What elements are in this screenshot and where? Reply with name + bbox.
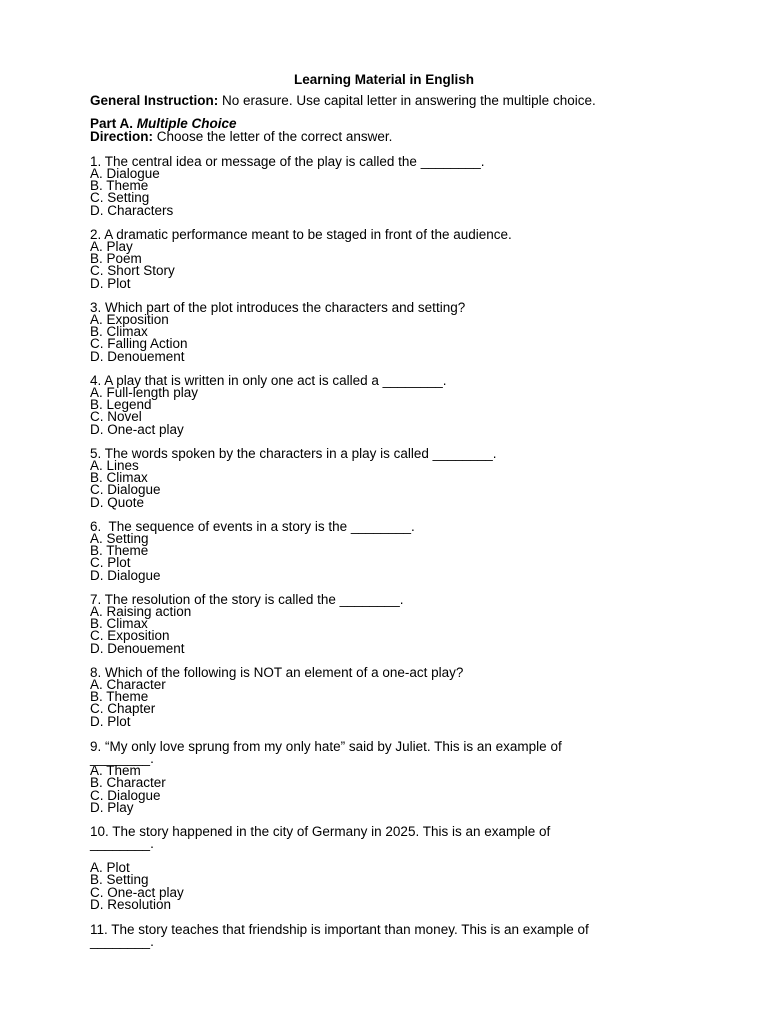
question-2 <box>90 228 512 290</box>
answer-option: B. Climax <box>90 324 148 340</box>
question-stem: 4. A play that is written in only one act is called a ________. <box>90 373 447 388</box>
answer-option: B. Climax <box>90 470 148 486</box>
question-11 <box>90 923 589 948</box>
answer-option: A. Exposition <box>90 312 169 327</box>
question-stem: 6. The sequence of events in a story is the ________. <box>90 519 415 534</box>
answer-option: A. Raising action <box>90 604 192 619</box>
question-stem: 8. Which of the following is NOT an element of a one-act play? <box>90 665 464 680</box>
answer-option: D. Resolution <box>90 896 172 912</box>
answer-option: B. Character <box>90 775 166 791</box>
answer-option: D. Denouement <box>90 348 185 364</box>
answer-option: B. Theme <box>90 543 149 559</box>
general-instruction-label: General Instruction: <box>90 93 219 108</box>
question-stem: 9. “My only love sprung from my only hate” said by Juliet. This is an example of <box>90 739 562 754</box>
question-1 <box>90 155 485 217</box>
answer-option: C. Dialogue <box>90 787 161 803</box>
answer-option: A. Dialogue <box>90 166 160 181</box>
answer-option: A. Lines <box>90 458 139 473</box>
answer-option: D. Plot <box>90 713 131 729</box>
answer-option: B. Poem <box>90 251 142 267</box>
answer-option: B. Theme <box>90 178 149 194</box>
answer-option: A. Them <box>90 763 141 779</box>
answer-option: B. Setting <box>90 872 149 888</box>
part-a-header <box>90 117 392 143</box>
question-stem: 10. The story happened in the city of Germany in 2025. This is an example of <box>90 824 551 839</box>
answer-option: A. Setting <box>90 531 149 546</box>
answer-option: D. Characters <box>90 202 174 218</box>
answer-option: A. Play <box>90 239 133 254</box>
question-stem: 11. The story teaches that friendship is important than money. This is an example of <box>90 922 589 937</box>
general-instruction <box>90 93 596 109</box>
answer-option: B. Theme <box>90 689 149 705</box>
answer-option: A. Character <box>90 677 166 692</box>
question-stem: 3. Which part of the plot introduces the characters and setting? <box>90 300 466 315</box>
answer-option: C. Chapter <box>90 701 156 717</box>
answer-option: C. Setting <box>90 190 150 206</box>
answer-option: B. Legend <box>90 397 152 413</box>
general-instruction-text: No erasure. Use capital letter in answering the multiple choice. <box>218 93 596 108</box>
question-stem: 1. The central idea or message of the play is called the ________. <box>90 154 485 169</box>
answer-option: A. Plot <box>90 860 130 876</box>
answer-option: B. Climax <box>90 616 148 632</box>
question-stem: 7. The resolution of the story is called the ________. <box>90 592 404 607</box>
answer-option: C. One-act play <box>90 884 184 900</box>
direction-label: Direction: <box>90 129 154 144</box>
spacer <box>90 850 550 862</box>
answer-option: D. One-act play <box>90 421 184 437</box>
page-title: Learning Material in English <box>293 72 475 87</box>
question-6 <box>90 520 415 582</box>
question-4 <box>90 374 446 436</box>
answer-blank: ________. <box>90 751 154 766</box>
answer-option: D. Dialogue <box>90 567 161 583</box>
answer-option: D. Play <box>90 799 134 815</box>
question-7 <box>90 593 403 655</box>
answer-option: C. Short Story <box>90 263 175 279</box>
question-stem: 5. The words spoken by the characters in a play is called ________. <box>90 446 497 461</box>
answer-option: C. Falling Action <box>90 336 188 352</box>
answer-option: D. Denouement <box>90 640 185 656</box>
answer-option: D. Quote <box>90 494 145 510</box>
answer-option: C. Exposition <box>90 628 170 644</box>
question-5 <box>90 447 497 509</box>
question-8 <box>90 666 463 728</box>
question-3 <box>90 301 465 363</box>
answer-blank: ________. <box>90 836 154 851</box>
question-stem: 2. A dramatic performance meant to be staged in front of the audience. <box>90 227 512 242</box>
answer-option: C. Dialogue <box>90 482 161 498</box>
question-9 <box>90 740 562 814</box>
answer-option: D. Plot <box>90 275 131 291</box>
question-10 <box>90 825 550 911</box>
answer-option: C. Plot <box>90 555 131 571</box>
answer-blank: ________. <box>90 934 154 949</box>
answer-option: C. Novel <box>90 409 142 425</box>
direction-text: Choose the letter of the correct answer. <box>153 129 393 144</box>
part-a-label: Part A. <box>90 116 134 131</box>
part-a-subtitle: Multiple Choice <box>136 116 237 131</box>
answer-option: A. Full-length play <box>90 385 199 400</box>
